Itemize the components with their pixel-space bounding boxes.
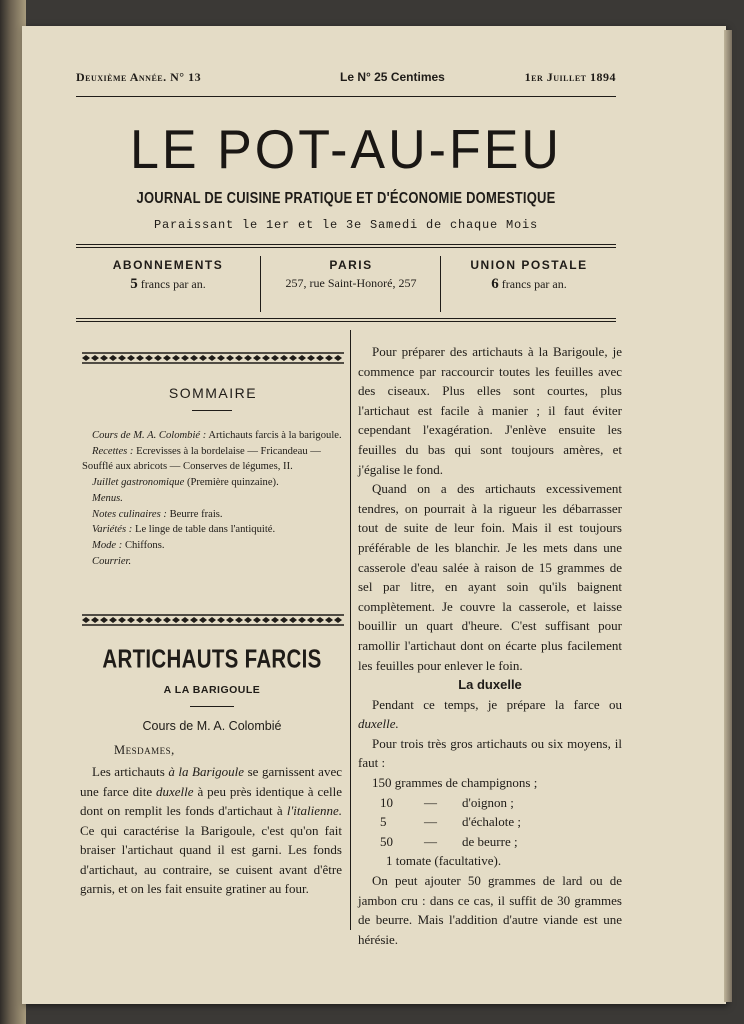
paragraph: Pour trois très gros artichauts ou six moyens, il faut : [358,735,622,771]
subscription-unit: francs par an. [140,277,206,291]
ingredient-row: 150 grammes de champignons ; [372,775,538,791]
divider [76,321,616,322]
newspaper-subtitle: JOURNAL DE CUISINE PRATIQUE ET D'ÉCONOMIE DOMESTIQUE [136,188,556,207]
issue-date: 1er Juillet 1894 [524,70,616,84]
postal-union-price: 6 [491,276,499,292]
ornamental-border [82,614,344,626]
summary-item: Recettes : Ecrevisses à la bordelaise — Fricandeau — Soufflé aux abricots — Conserves de légumes, II. [82,445,321,473]
summary-item: Juillet gastronomique (Première quinzaine). [92,477,279,489]
article-salutation: Mesdames, [114,743,175,757]
summary-item: Notes culinaires : Beurre frais. [92,508,223,520]
paragraph: On peut ajouter 50 grammes de lard ou de jambon cru : dans ce cas, il suffit de 30 grammes de beurre. Mais l'addition d'autre viande est une hérésie. [358,873,622,947]
edition-number: Deuxième Année. N° 13 [76,70,202,84]
summary-item: Cours de M. A. Colombié : Artichauts farcis à la barigoule. [92,430,342,441]
ingredient-row: 5 — d'échalote ; [380,814,522,830]
subscription-label: ABONNEMENTS [112,258,224,272]
divider [76,247,616,248]
column-divider [440,256,441,312]
divider [76,318,616,319]
paragraph: Pour préparer des artichauts à la Barigoule, je commence par raccourcir toutes les feuilles avec des ciseaux. Plus elles sont courtes, plus l'artichaut est facile à manier ; il faut éviter cependant l'exagération. J'enlève ensuite les feuilles du bas qui sont toujours amères, et j'égalise le fond. [358,344,622,477]
section-heading: La duxelle [458,677,522,693]
article-body-right [358,342,622,949]
paris-info [262,258,440,310]
ornamental-border [82,352,344,364]
newspaper-title: LE POT-AU-FEU [130,119,562,181]
article-byline: Cours de M. A. Colombié [142,719,282,733]
summary-item: Variétés : Le linge de table dans l'antiquité. [92,524,276,536]
summary-title: SOMMAIRE [168,385,258,401]
divider [76,96,616,97]
publication-schedule: Paraissant le 1er et le 3e Samedi de chaque Mois [153,218,539,232]
issue-price: Le N° 25 Centimes [340,70,445,84]
masthead-topline [76,70,616,88]
ingredient-list [358,773,622,871]
ingredient-row: 1 tomate (facultative). [386,853,502,869]
page-edge [724,30,732,1002]
postal-union-unit: francs par an. [501,277,567,291]
summary-item: Menus. [92,492,123,504]
divider [192,410,232,411]
summary-list [82,428,346,569]
column-separator [350,330,351,930]
postal-union-info [442,258,616,310]
divider [190,706,234,707]
ingredient-row: 10 — d'oignon ; [380,794,514,810]
paris-label: PARIS [329,258,373,272]
paris-address: 257, rue Saint-Honoré, 257 [285,276,417,290]
ingredient-row: 50 — de beurre ; [380,833,518,849]
paragraph: Quand on a des artichauts excessivement tendres, on pourrait à la rigueur les débarrasser tout de suite de leur foin. Mais il est toujours préférable de les blanchir. Je les mets dans une casserole d'eau salée à raison de 15 grammes de sel par litre, en ayant soin qu'ils baignent complètement. Je couvre la casserole, et laisse bouillir un quart d'heure. C'est suffisant pour ramollir l'artichaut dont on écarte plus facilement les feuilles pour enlever le foin. [358,481,622,673]
article-title: ARTICHAUTS FARCIS [102,645,322,674]
summary-item: Courrier. [92,555,132,567]
summary-item: Mode : Chiffons. [92,539,165,551]
column-divider [260,256,261,312]
postal-union-label: UNION POSTALE [470,258,588,272]
article-subtitle: A LA BARIGOULE [163,684,261,696]
paragraph: Pendant ce temps, je prépare la farce ou duxelle. [358,696,622,732]
paragraph: Les artichauts à la Barigoule se garnissent avec une farce dite duxelle à peu près identique à celle dont on remplit les fonds d'artichaut à l'italienne. Ce qui caractérise la Barigoule, c'est qu'on fait braiser l'artichaut quand il est garni. Les fonds d'artichaut, au contraire, se cuisent avant d'être garnis, et on les fait ensuite gratiner au four. [80,764,342,896]
subscription-price: 5 [130,276,138,292]
article-body-left [80,762,342,899]
subscription-info [76,258,260,310]
divider [76,244,616,245]
